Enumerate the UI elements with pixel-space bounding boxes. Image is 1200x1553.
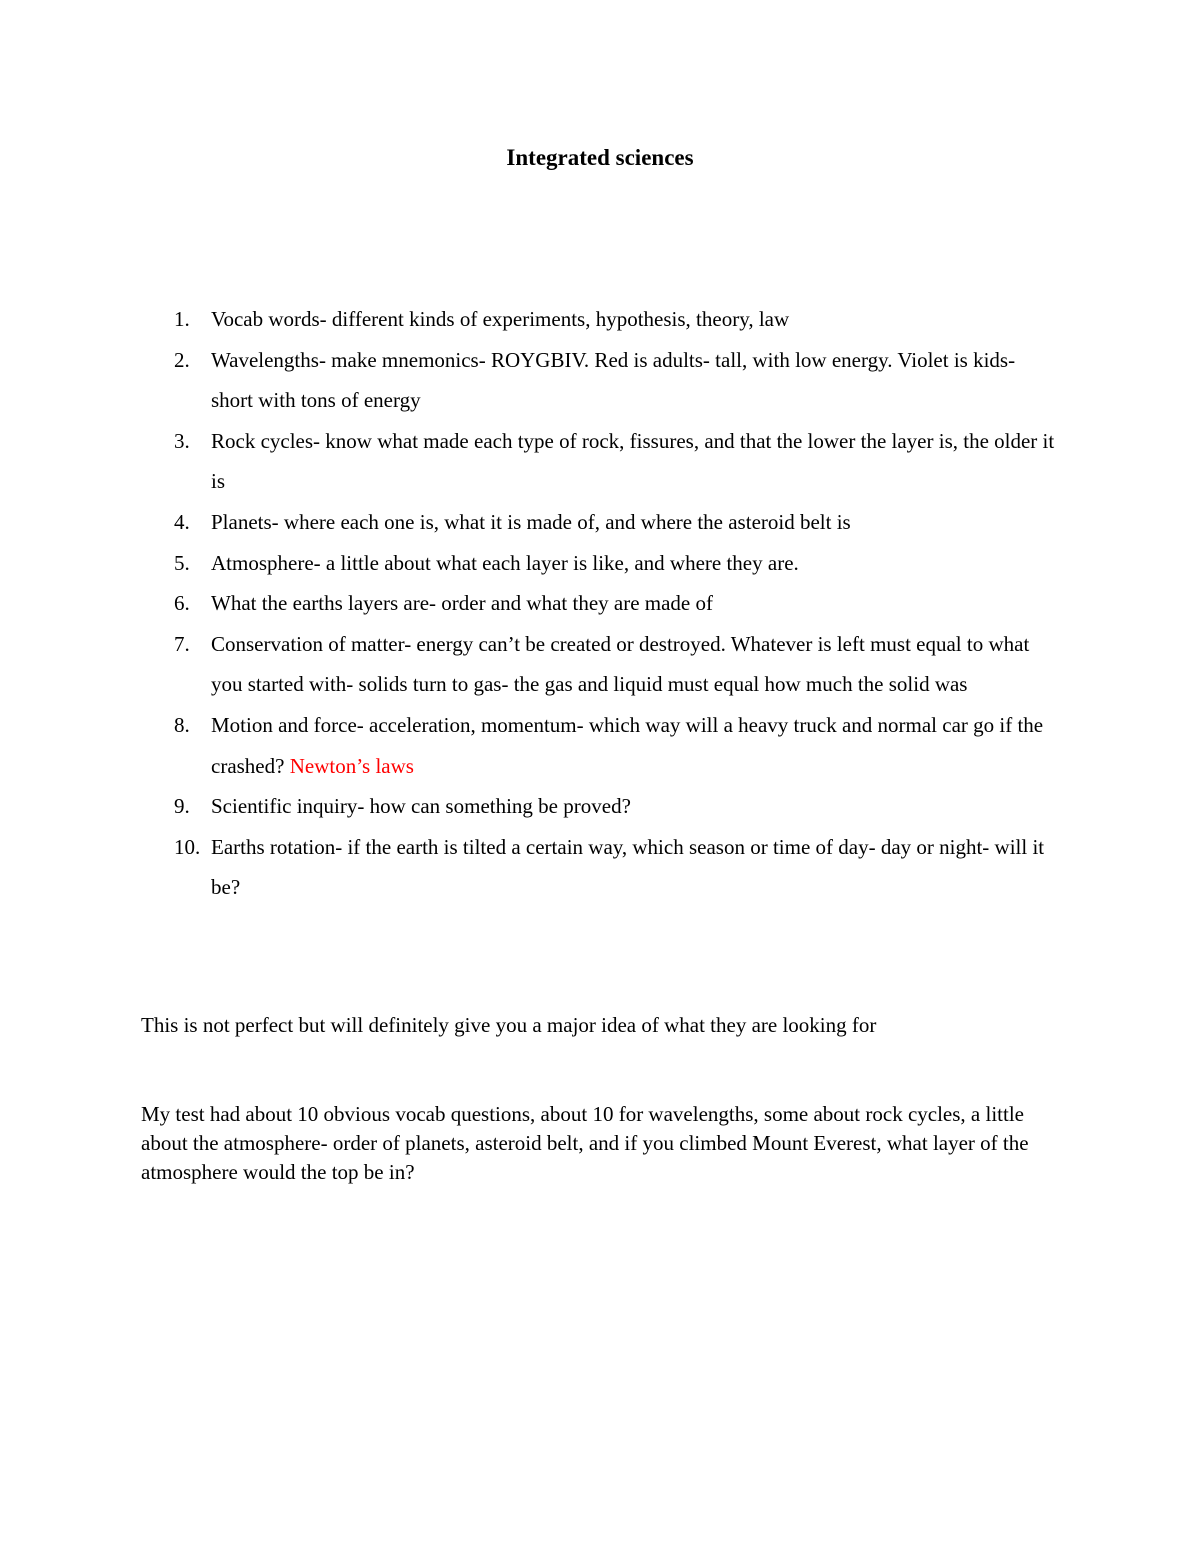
list-item-text: Earths rotation- if the earth is tilted a certain way, which season or time of day- day or night- will it be?: [211, 834, 1045, 900]
list-item-number: 6.: [174, 591, 190, 616]
list-item-number: 8.: [174, 712, 190, 737]
document-title: Integrated sciences: [506, 145, 694, 170]
list-item-number: 5.: [174, 550, 190, 575]
newtons-laws-highlight: Newton’s laws: [289, 753, 414, 778]
list-item-text: Conservation of matter- energy can’t be created or destroyed. Whatever is left must equal to what you started with- solids turn to gas- the gas and liquid must equal how much the solid was: [211, 631, 1030, 697]
list-item: [0, 299, 1061, 340]
list-item: [0, 502, 1061, 543]
list-item-text: Scientific inquiry- how can something be proved?: [211, 794, 631, 819]
list-item-number: 3.: [174, 428, 190, 453]
list-item-text: Rock cycles- know what made each type of rock, fissures, and that the lower the layer is, the older it is: [211, 428, 1055, 494]
list-item-text: Atmosphere- a little about what each layer is like, and where they are.: [211, 550, 799, 575]
list-item-text: Vocab words- different kinds of experiments, hypothesis, theory, law: [211, 307, 790, 331]
list-item-text: Motion and force- acceleration, momentum- which way will a heavy truck and normal car go if the crashed?: [211, 712, 1044, 778]
study-list: [0, 299, 1200, 908]
test-summary-paragraph: My test had about 10 obvious vocab questions, about 10 for wavelengths, some about rock cycles, a little about the atmosphere- order of planets, asteroid belt, and if you climbed Mount Everest, what layer of the atmosphere would the top be in?: [141, 1102, 1029, 1184]
list-item-number: 9.: [174, 794, 190, 819]
list-item: [0, 624, 1061, 705]
list-item-number: 10.: [174, 834, 201, 859]
note-paragraph: This is not perfect but will definitely give you a major idea of what they are looking for: [141, 1013, 877, 1037]
list-item: [0, 705, 1061, 786]
list-item: [0, 583, 1061, 624]
list-item-text: Wavelengths- make mnemonics- ROYGBIV. Red is adults- tall, with low energy. Violet is kids- short with tons of energy: [211, 347, 1016, 413]
list-item-number: 4.: [174, 509, 190, 534]
list-item-text: What the earths layers are- order and what they are made of: [211, 591, 714, 616]
list-item: [0, 827, 1061, 908]
list-item-number: 1.: [174, 307, 190, 331]
list-item: [0, 340, 1061, 421]
list-item-text: Planets- where each one is, what it is made of, and where the asteroid belt is: [211, 509, 851, 534]
list-item-number: 2.: [174, 347, 190, 372]
list-item: [0, 421, 1061, 502]
list-item: [0, 786, 1061, 827]
list-item-number: 7.: [174, 631, 190, 656]
list-item: [0, 543, 1061, 584]
